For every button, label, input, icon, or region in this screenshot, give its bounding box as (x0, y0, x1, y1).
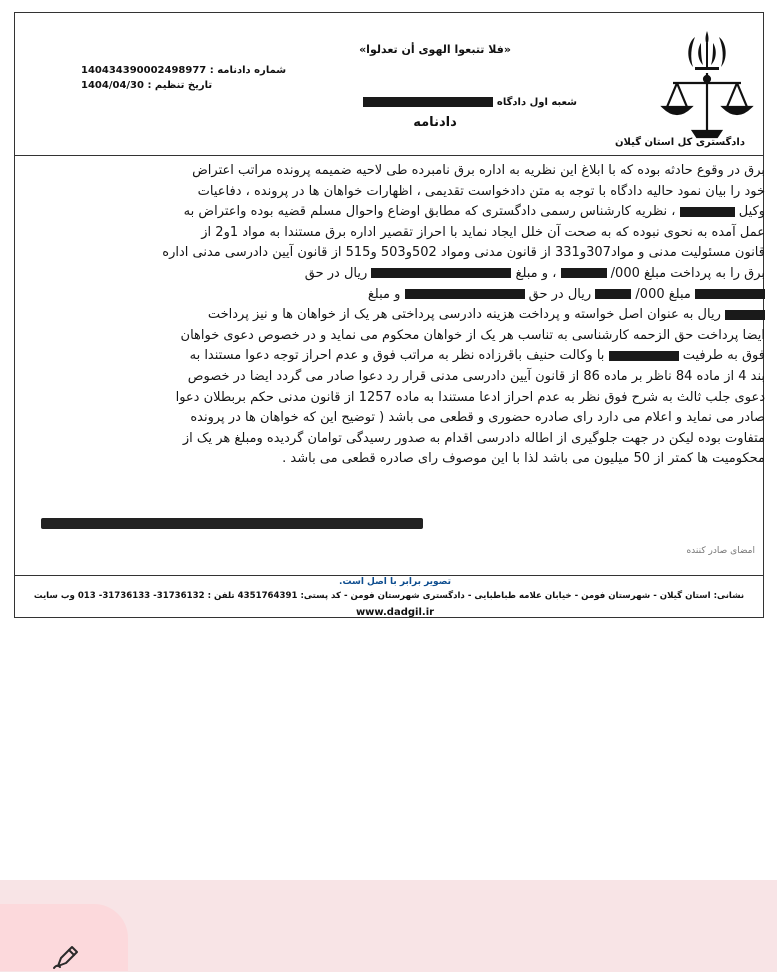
redaction-bar (371, 268, 511, 278)
body-line (35, 408, 765, 429)
body-line (35, 449, 765, 470)
certified-copy-note: تصویر برابر با اصل است. (339, 577, 451, 587)
body-line (35, 388, 765, 409)
body-line (35, 223, 765, 244)
body-text-fragment: با وکالت حنیف باقرزاده نظر به مراتب فوق و عدم احراز توجه دعوا مستندا به (189, 348, 609, 364)
body-text-fragment: ایضا پرداخت حق الزحمه کارشناسی به تناسب هر یک از خواهان محکوم می نماید و در خصوص دعوی خواهان (180, 327, 765, 343)
signer-label: امضای صادر کننده (686, 546, 755, 556)
body-text-fragment: ریال به عنوان اصل خواسته و پرداخت هزینه دادرسی پرداختی هر یک از خواهان ها و نیز پرداخت (207, 307, 725, 323)
redaction-bar (609, 351, 679, 361)
body-line (35, 326, 765, 347)
court-website: www.dadgil.ir (355, 607, 435, 618)
branch-name-row (315, 97, 577, 108)
body-line (35, 161, 765, 182)
redaction-bar (680, 207, 735, 217)
scales-of-justice-icon (663, 73, 751, 137)
body-text-fragment: مبلغ 000/ (631, 286, 695, 302)
body-text-fragment: برق در وقوع حادثه بوده که با ابلاغ این نظریه به اداره برق نامبرده طی لاحیه ضمیمه پرونده مراتب اعتراض (192, 163, 765, 178)
signer-redaction-bar (41, 518, 423, 529)
redaction-bar (725, 310, 765, 320)
body-text-fragment: متفاوت بوده لیکن در جهت جلوگیری از اطاله دادرسی اقدام به صدور رسیدگی توامان گردیده ومبلغ هر یک از (182, 430, 765, 446)
body-line (35, 182, 765, 203)
body-text-fragment: صادر می نماید و اعلام می دارد رای صادره حضوری و قطعی می باشد ( توضیح این که خواهان ها در پرونده (190, 410, 765, 426)
verdict-body (35, 161, 765, 470)
body-text-fragment: بند 4 از ماده 84 ناظر بر ماده 86 از قانون آیین دادرسی مدنی قرار رد دعوا صادر می گردد ایضا در خصوص (187, 368, 765, 384)
issue-date-label: تاریخ تنظیم : (147, 80, 213, 91)
redaction-bar (363, 97, 493, 107)
body-text-fragment: وکیل (734, 204, 765, 220)
verdict-number: 140434390002498977 (81, 65, 207, 76)
body-text-fragment: ریال در حق (524, 286, 596, 302)
body-line (35, 243, 765, 264)
body-text-fragment: و مبلغ (367, 286, 405, 302)
redaction-bar (561, 268, 607, 278)
court-address: نشانی: استان گیلان - شهرستان فومن - خیابان علامه طباطبایی - دادگستری شهرستان فومن - کد پستی: 4351764391 تلفن : 31736132- 31736133- 013 وب سایت (33, 591, 745, 601)
body-text-fragment: عمل آمده به نحوی نبوده که به صحت آن خلل ایجاد نماید با احراز تقصیر اداره برق مستندا به مواد 1و2 از (201, 224, 765, 240)
body-line (35, 346, 765, 367)
document-title: دادنامه (413, 115, 457, 130)
body-line (35, 305, 765, 326)
body-line (35, 264, 765, 285)
body-text-fragment: خود را بیان نمود حالیه دادگاه با توجه به متن دادخواست تقدیمی ، اظهارات خواهان ها در پرونده ، دفاعیات (197, 183, 765, 199)
body-text-fragment: ، نظریه کارشناس رسمی دادگستری که مطابق اوضاع واحوال مسلم قضیه بوده واعتراض به (183, 204, 680, 220)
issue-date-row (81, 80, 301, 91)
body-text-fragment: محکومیت ها کمتر از 50 میلیون می باشد لذا با این موصوف رای صادره قطعی می باشد . (282, 451, 765, 467)
branch-name: شعبه اول دادگاه (496, 97, 577, 108)
body-line (35, 202, 765, 223)
court-name: دادگستری کل استان گیلان (615, 137, 745, 148)
body-text-fragment: ، و مبلغ (511, 265, 561, 281)
body-line (35, 285, 765, 306)
verdict-number-row (81, 65, 301, 76)
redaction-bar (595, 289, 631, 299)
iran-emblem-icon (655, 27, 759, 143)
redaction-bar (695, 289, 765, 299)
body-text-fragment: برق را به پرداخت مبلغ 000/ (606, 265, 765, 281)
body-line (35, 367, 765, 388)
body-text-fragment: قانون مسئولیت مدنی و مواد307و331 از قانون مدنی ومواد 502و503 و515 از قانون آیین دادرسی مدنی اداره (162, 245, 765, 261)
verdict-number-label: شماره دادنامه : (209, 65, 287, 76)
edit-button[interactable] (0, 904, 128, 971)
header-divider (15, 155, 763, 156)
verdict-document (14, 12, 764, 618)
quran-verse: «فلا تتبعوا الهوی أن تعدلوا» (359, 43, 511, 56)
body-line (35, 429, 765, 450)
edit-pencil-icon (52, 942, 82, 972)
body-text-fragment: فوق به طرفیت (678, 348, 765, 364)
footer-divider (15, 575, 763, 576)
body-text-fragment: ریال در حق (304, 265, 372, 281)
redaction-bar (405, 289, 525, 299)
body-text-fragment: دعوی جلب ثالث به شرح فوق نظر به عدم احراز ادعا مستندا به ماده 1257 از قانون مدنی حکم بربطلان دعوا (175, 389, 765, 405)
issue-date: 1404/04/30 (81, 80, 144, 91)
